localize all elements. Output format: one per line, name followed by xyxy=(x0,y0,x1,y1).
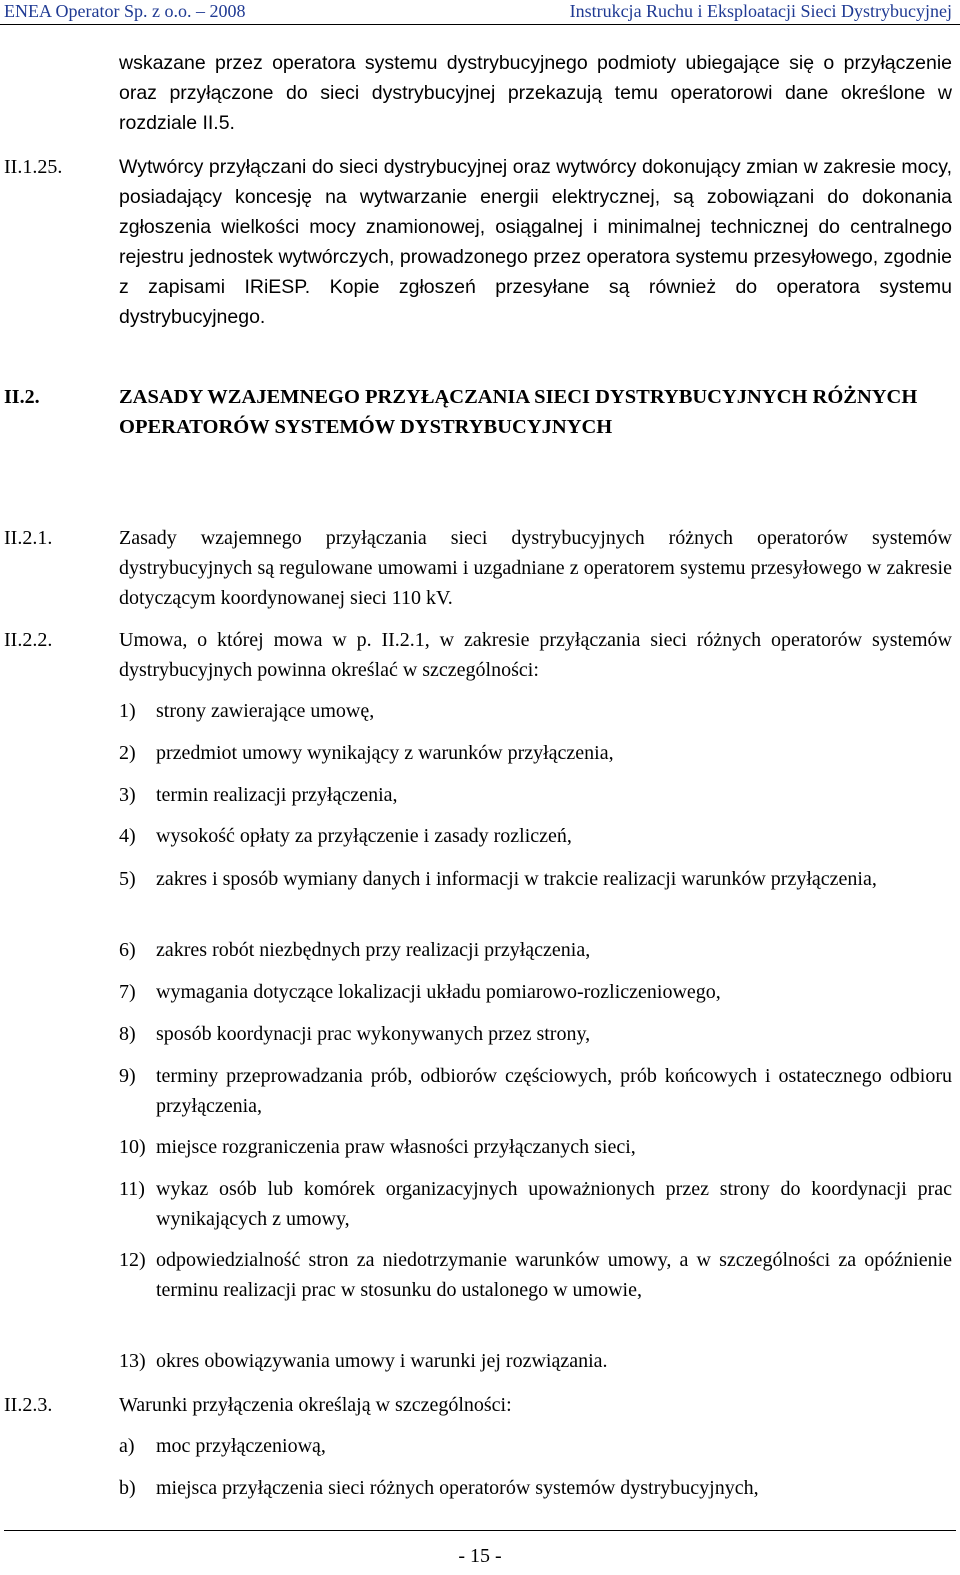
page-header xyxy=(0,0,960,22)
heading-number-II-2: II.2. xyxy=(4,386,40,408)
header-company: ENEA Operator Sp. z o.o. – 2008 xyxy=(4,1,246,21)
footer-divider xyxy=(4,1530,956,1531)
list-item xyxy=(119,865,952,895)
paragraph-II-2-1: Zasady wzajemnego przyłączania sieci dystrybucyjnych różnych operatorów systemów dystrybucyjnych są regulowane umowami i uzgadniane z operatorem systemu przesyłowego w zakresie dotyczącym koordynowanej sieci 110 kV. xyxy=(119,527,952,609)
list-marker: a) xyxy=(119,1435,135,1457)
list-item xyxy=(119,1133,952,1163)
header-document-title: Instrukcja Ruchu i Eksploatacji Sieci Dystrybucyjnej xyxy=(569,1,952,21)
list-item-text: wykaz osób lub komórek organizacyjnych upoważnionych przez strony do koordynacji prac wynikających z umowy, xyxy=(156,1178,952,1230)
list-item xyxy=(119,822,952,852)
section-number-II-2-1: II.2.1. xyxy=(4,527,53,549)
list-item-text: miejsca przyłączenia sieci różnych operatorów systemów dystrybucyjnych, xyxy=(156,1477,759,1499)
list-marker: 1) xyxy=(119,700,136,722)
list-marker: 11) xyxy=(119,1178,145,1200)
intro-paragraph: wskazane przez operatora systemu dystrybucyjnego podmioty ubiegające się o przyłączenie oraz przyłączone do sieci dystrybucyjnej przekazują temu operatorowi dane określone w rozdziale II.5. xyxy=(119,52,952,134)
list-item-text: terminy przeprowadzania prób, odbiorów częściowych, prób końcowych i ostatecznego odbioru przyłączenia, xyxy=(156,1065,952,1117)
paragraph-II-2-3: Warunki przyłączenia określają w szczególności: xyxy=(119,1394,512,1416)
list-item-text: miejsce rozgraniczenia praw własności przyłączanych sieci, xyxy=(156,1136,636,1158)
list-item xyxy=(119,1347,952,1377)
list-item xyxy=(119,697,952,727)
section-heading-II-2: ZASADY WZAJEMNEGO PRZYŁĄCZANIA SIECI DYSTRYBUCYJNYCH RÓŻNYCH OPERATORÓW SYSTEMÓW DYSTRYBUCYJNYCH xyxy=(119,386,918,438)
list-item xyxy=(119,739,952,769)
list-item-text: strony zawierające umowę, xyxy=(156,700,375,722)
list-item-text: sposób koordynacji prac wykonywanych przez strony, xyxy=(156,1023,591,1045)
list-item xyxy=(119,1175,952,1234)
list-item-text: wysokość opłaty za przyłączenie i zasady rozliczeń, xyxy=(156,825,572,847)
list-item-text: zakres robót niezbędnych przy realizacji przyłączenia, xyxy=(156,939,591,961)
list-item xyxy=(119,978,952,1008)
list-item-text: wymagania dotyczące lokalizacji układu pomiarowo-rozliczeniowego, xyxy=(156,981,721,1003)
list-item-text: zakres i sposób wymiany danych i informacji w trakcie realizacji warunków przyłączenia, xyxy=(156,868,877,890)
list-marker: 2) xyxy=(119,742,136,764)
page-number: - 15 - xyxy=(458,1545,502,1567)
list-item xyxy=(119,1062,952,1121)
list-marker: 5) xyxy=(119,868,136,890)
section-number-II-2-2: II.2.2. xyxy=(4,629,53,651)
list-marker: 10) xyxy=(119,1136,146,1158)
list-item-text: moc przyłączeniową, xyxy=(156,1435,326,1457)
list-item xyxy=(119,1020,952,1050)
list-item xyxy=(119,1432,952,1462)
list-item-text: przedmiot umowy wynikający z warunków przyłączenia, xyxy=(156,742,614,764)
list-marker: b) xyxy=(119,1477,136,1499)
paragraph-II-2-2: Umowa, o której mowa w p. II.2.1, w zakresie przyłączania sieci różnych operatorów systemów dystrybucyjnych powinna określać w szczególności: xyxy=(119,629,952,681)
list-item xyxy=(119,1246,952,1305)
list-marker: 13) xyxy=(119,1350,146,1372)
section-number-II-1-25: II.1.25. xyxy=(4,156,63,178)
list-item xyxy=(119,1474,952,1504)
list-marker: 6) xyxy=(119,939,136,961)
list-marker: 9) xyxy=(119,1065,136,1087)
list-item xyxy=(119,936,952,966)
list-marker: 3) xyxy=(119,784,136,806)
paragraph-II-1-25: Wytwórcy przyłączani do sieci dystrybucyjnej oraz wytwórcy dokonujący zmian w zakresie mocy, posiadający koncesję na wytwarzanie energii elektrycznej, są zobowiązani do dokonania zgłoszenia wielkości mocy znamionowej, osiągalnej i minimalnej technicznej do centralnego rejestru jednostek wytwórczych, prowadzonego przez operatora systemu przesyłowego, zgodnie z zapisami IRiESP. Kopie zgłoszeń przesyłane są również do operatora systemu dystrybucyjnego. xyxy=(119,156,952,328)
section-number-II-2-3: II.2.3. xyxy=(4,1394,53,1416)
list-marker: 8) xyxy=(119,1023,136,1045)
list-item-text: okres obowiązywania umowy i warunki jej rozwiązania. xyxy=(156,1350,608,1372)
list-item-text: termin realizacji przyłączenia, xyxy=(156,784,398,806)
list-marker: 7) xyxy=(119,981,136,1003)
list-marker: 4) xyxy=(119,825,136,847)
list-item-text: odpowiedzialność stron za niedotrzymanie warunków umowy, a w szczególności za opóźnienie terminu realizacji prac w stosunku do ustalonego w umowie, xyxy=(156,1249,952,1301)
list-item xyxy=(119,781,952,811)
header-divider xyxy=(0,24,960,25)
list-marker: 12) xyxy=(119,1249,146,1271)
